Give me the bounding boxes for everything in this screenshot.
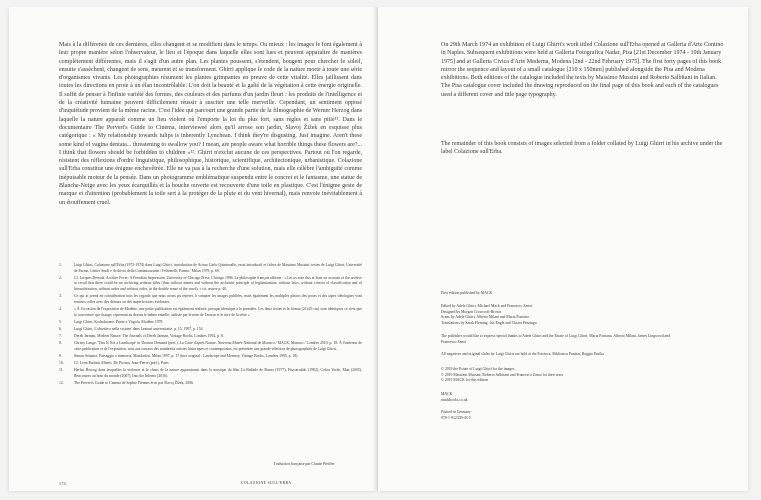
footnote-item bbox=[59, 334, 362, 340]
colophon-negatives: All negatives and original slides by Luigi Ghirri are held at the Fototeca, Biblioteca Panizzi, Reggio Emilia bbox=[441, 352, 605, 356]
footnote-number: 12. bbox=[59, 381, 64, 386]
colophon-thanks: The publisher would like to express special thanks to Adele Ghirri and the Estate of Luigi Ghirri, Maria Fontana, Alberto Milani, James Lingwood and Francesco Zanot bbox=[441, 334, 671, 344]
copyright-notices bbox=[441, 367, 661, 384]
credit-line: Edited by Adele Ghirri, Michael Mack and Francesco Zanot bbox=[441, 304, 533, 308]
credit-line: Translations by Sarah Fleming, Iris Engle and Chiara Pezzinga bbox=[441, 320, 537, 325]
footnote-item bbox=[59, 307, 362, 318]
footnote-item bbox=[59, 327, 362, 333]
footnote-item bbox=[59, 361, 362, 367]
footnote-number: 2. bbox=[59, 275, 62, 280]
publisher-website: mackbooks.co.uk bbox=[441, 397, 468, 402]
printing-info bbox=[441, 410, 661, 421]
footnote-item bbox=[59, 276, 362, 293]
credit-line: Designed by Morgan Crowcroft-Brown bbox=[441, 309, 502, 314]
copyright-line: © 2019 Massimo Mussini, Roberto Salbitani and Francesco Zanot for their texts bbox=[441, 372, 564, 377]
page-number: 174 bbox=[59, 481, 66, 486]
footnote-number: 5. bbox=[59, 319, 62, 324]
credit-line: Scans by Adele Ghirri, Alberto Milani and Maria Fontana bbox=[441, 315, 529, 320]
archive-note-paragraph: The remainder of this book consists of images selected from a folder collated by Luigi Ghirri in his archive under the label Colazione sull'Erba. bbox=[441, 141, 723, 156]
colophon-first-edition: First edition published by MACK bbox=[441, 291, 493, 295]
footnote-text: Cf. Jacques Derrida, Archive Fever: A Freudian Impression, University of Chicago Press, Chicago 1996. Le philosophe français affirme : « Let us note this at least on account of the archive to recall that there could be no archiving without titles (thus without names and without the archontic principle of legitimization, without laws, without criteria of classification and of hierarchization, without order and without order, in the double sense of the word). » cit. œuvre p. 40. bbox=[74, 275, 362, 291]
footnote-item bbox=[59, 320, 362, 326]
footnote-text: Luigi Ghirri, L'obiettivo nella visione' dans Lezioni universitarie, p. 15, 1997, p. 154. bbox=[74, 326, 204, 331]
footnote-item bbox=[59, 341, 362, 352]
footnote-text: Simon Schama, Paesaggio e memoria, Mondadori, Milan 1997, p. 17 (titre original : Landscape and Memory, Vintage Books, Londres 1995, p. 18). bbox=[74, 354, 299, 359]
right-page bbox=[378, 7, 748, 491]
isbn: 978-1-912339-43-5 bbox=[441, 415, 471, 420]
footnote-text: Christy Lange, 'This Is Not a Landscape' in Thomas Demand (pref.), La Carte d'après Nature, Nouveau Musée National de Monaco / MACK, Monaco / Londres 2010, p. 18. À l'intérieur de cette publication et de l'exposition, sont aux travaux des nombreux artistes historiques et contemporains, est présentée une grande sélection de photographies de Luigi Ghirri. bbox=[74, 341, 362, 351]
footnote-text: Cf. Leon Battista Alberti, De Pictura, Jean-Pierre (préf.), Paris. bbox=[74, 361, 170, 366]
footnote-text: Luigi Ghirri, Colazione sull'Erba (1972-1974) dans Luigi Ghirri, introduction de Arturo Carlo Quintavalle, essai introductif et fiches de Massimo Mussini, textes de Luigi Ghirri, Université de Parme, Centre Studi e Archivio della Comunicazione / Feltrinelli, Parma / Milan 1979, p. 69. bbox=[74, 263, 362, 273]
printed-in: Printed in Germany bbox=[441, 410, 471, 414]
footnote-item bbox=[59, 354, 362, 360]
copyright-line: © 2019 the Estate of Luigi Ghirri for the images bbox=[441, 367, 515, 371]
footnote-number: 4. bbox=[59, 306, 62, 311]
footnote-number: 8. bbox=[59, 341, 62, 346]
translation-credit: Traduction française par Claude Pfeiffer bbox=[273, 462, 335, 466]
footnote-text: Derek Jarman, Modern Nature: The Journals of Derek Jarman, Vintage Books, Londres 1992, p. 8. bbox=[74, 334, 224, 339]
footnote-item bbox=[59, 263, 362, 274]
footnote-text: Luigi Ghirri, Kodachrome, Punto e Virgola, Modène 1978. bbox=[74, 319, 164, 324]
footnote-text: Ce qui ai prend en considération tous les regards que nous avons pu repérer, à compter les images publiées, mais également les multiples photos des poses et des tapes idéologues vont remises celles avec des détours ou des imperfections évidentes. bbox=[74, 294, 362, 304]
running-head: COLAZIONE SULL'ERBA bbox=[241, 481, 292, 485]
footnote-text: The Pervert's Guide to Cinema de Sophie Fiennes écrit par Slavoj Žižek, 2006. bbox=[74, 381, 194, 386]
footnote-item bbox=[59, 381, 362, 387]
footnote-item bbox=[59, 294, 362, 305]
footnote-number: 1. bbox=[59, 263, 62, 267]
colophon-credits bbox=[441, 304, 661, 326]
exhibition-history-paragraph: On 29th March 1974 an exhibition of Luigi Ghirri's work titled Colazione sull'Erba opened at Galleria d'Arte Contino in Naples. Subsequent exhibitions were held at Galleria Fotografica Nadar, Pisa [21st December 1974 - 10th January 1975] and at Galleria Civica d'Arte Moderna, Modena [2nd - 22nd February 1975]. The first forty pages of this book mirror the sequence and layout of a small catalogue [210 x 150mm] published alongside the Pisa and Modena exhibitions. Both editions of the catalogue included the texts by Massimo Mussini and Roberto Salbitani in Italian. The Pisa catalogue cover included the drawing reproduced on the final page of this book and each of the catalogues used a different cover and title page typography. bbox=[441, 42, 724, 98]
footnote-number: 6. bbox=[59, 326, 62, 331]
footnote-text: « À l'occasion de l'exposition de Modène, une petite publication est également réalisée, presque identique à la première. Les deux textes et la format (21x25 cm) sont identiques ce n'est que la couverture qui change, reprenant au dessus le même entaille, utilisée par le nom de l'auteur et le titre de la série ». bbox=[74, 306, 362, 317]
footnote-text: Herbst Herzog dans lesquelles la violence et le chaos de la nature apparaissent dans le musique du film La Ballade de Bruno (1977); Fitzcarraldo (1982); Cobra Verde, Man (2005), Rencontres au bout du monde (2007), Into the Inferno (2016). bbox=[74, 368, 362, 379]
footnote-number: 9. bbox=[59, 354, 62, 359]
footnote-number: 11. bbox=[59, 368, 64, 373]
footnote-number: 7. bbox=[59, 334, 62, 339]
essay-body-text: Mais à la différence de ces dernières, elles changent et se modifient dans le temps. Ou mieux : les images le font également à leur propre manière selon l'observateur, le lieu et l'époque dans laquelle elles sont lues et peuvent apparaître de manières complètement différentes, mais il s'agit d'un autre plan. Les plantes poussent, s'étendent, bougent pour chercher le soleil, ensuite s'assèchent, changent de sens, meurent et se transforment. Ghirri applique le code de la nature morte à toute une série d'organismes vivants. Les photographies résument les plantes grimpantes en preuve de cette vitalité. Elles jaillissent dans toutes les directions en proie à un élan incontrôlable. L'on doit la beauté et la gaîté de la végétation à cette énergie originelle. Il suffit de penser à l'infinie variété des formes, des couleurs et des parfums d'un jardin fleuri : les produits de l'intelligence et de la créativité humaine peuvent difficilement réussir à susciter une telle merveille. Cependant, un sentiment opposé d'inquiétude provient de la même racine. C'est l'idée qui parcourt une grande partie de la filmographie de Werner Herzog dans laquelle la nature apparaît comme un lieu violent où l'emporte la loi du plus fort, sans règles et sans pitié¹¹. Dans le documentaire The Pervert's Guide to Cinema, intervieweé alors qu'il arrose son jardin, Slavoj Žižek en esquisse plus catégorique : « My relationship towards tulips is inherently Lynchean. I think they're disgusting. Just imagine. Aren't these some kind of vagina dentata... threatening to swallow you? I mean, are people aware what horrible things these flowers are?... I think that flowers should be forbidden to children »¹². Ghirri n'exclut aucune de ces perspectives. Partout où l'on regarde, résistent des réflexions d'ordre linguistique, philosophique, historique, scientifique, architectonique, urbanistique. Colazione sull'Erba constitue une énigme enchevêtrée. Elle ne va pas à la recherche d'une solution, mais elle célèbre l'ambiguïté comme inépuisable moteur de la pensée. Dans un photogramme emblématique suspendu entre le concret et le fantasme, une statue de Blanche-Neige avec les yeux écarquillés et la bouche ouverte est recouverte d'une toile en plastique. C'est l'énigme geste de marque et d'attention (probablement la toile sert à la protéger de la pluie et du vent hivernal), mais renvoie inévitablement à un étouffement cruel. bbox=[59, 42, 362, 206]
footnote-number: 3. bbox=[59, 294, 62, 299]
footnote-number: 10. bbox=[59, 361, 64, 366]
footnotes bbox=[59, 263, 362, 388]
left-page bbox=[9, 7, 377, 491]
publisher-name: MACK bbox=[441, 392, 453, 396]
publisher-info bbox=[441, 392, 661, 403]
footnote-item bbox=[59, 368, 362, 379]
copyright-line: © 2019 MACK for this edition bbox=[441, 378, 489, 383]
